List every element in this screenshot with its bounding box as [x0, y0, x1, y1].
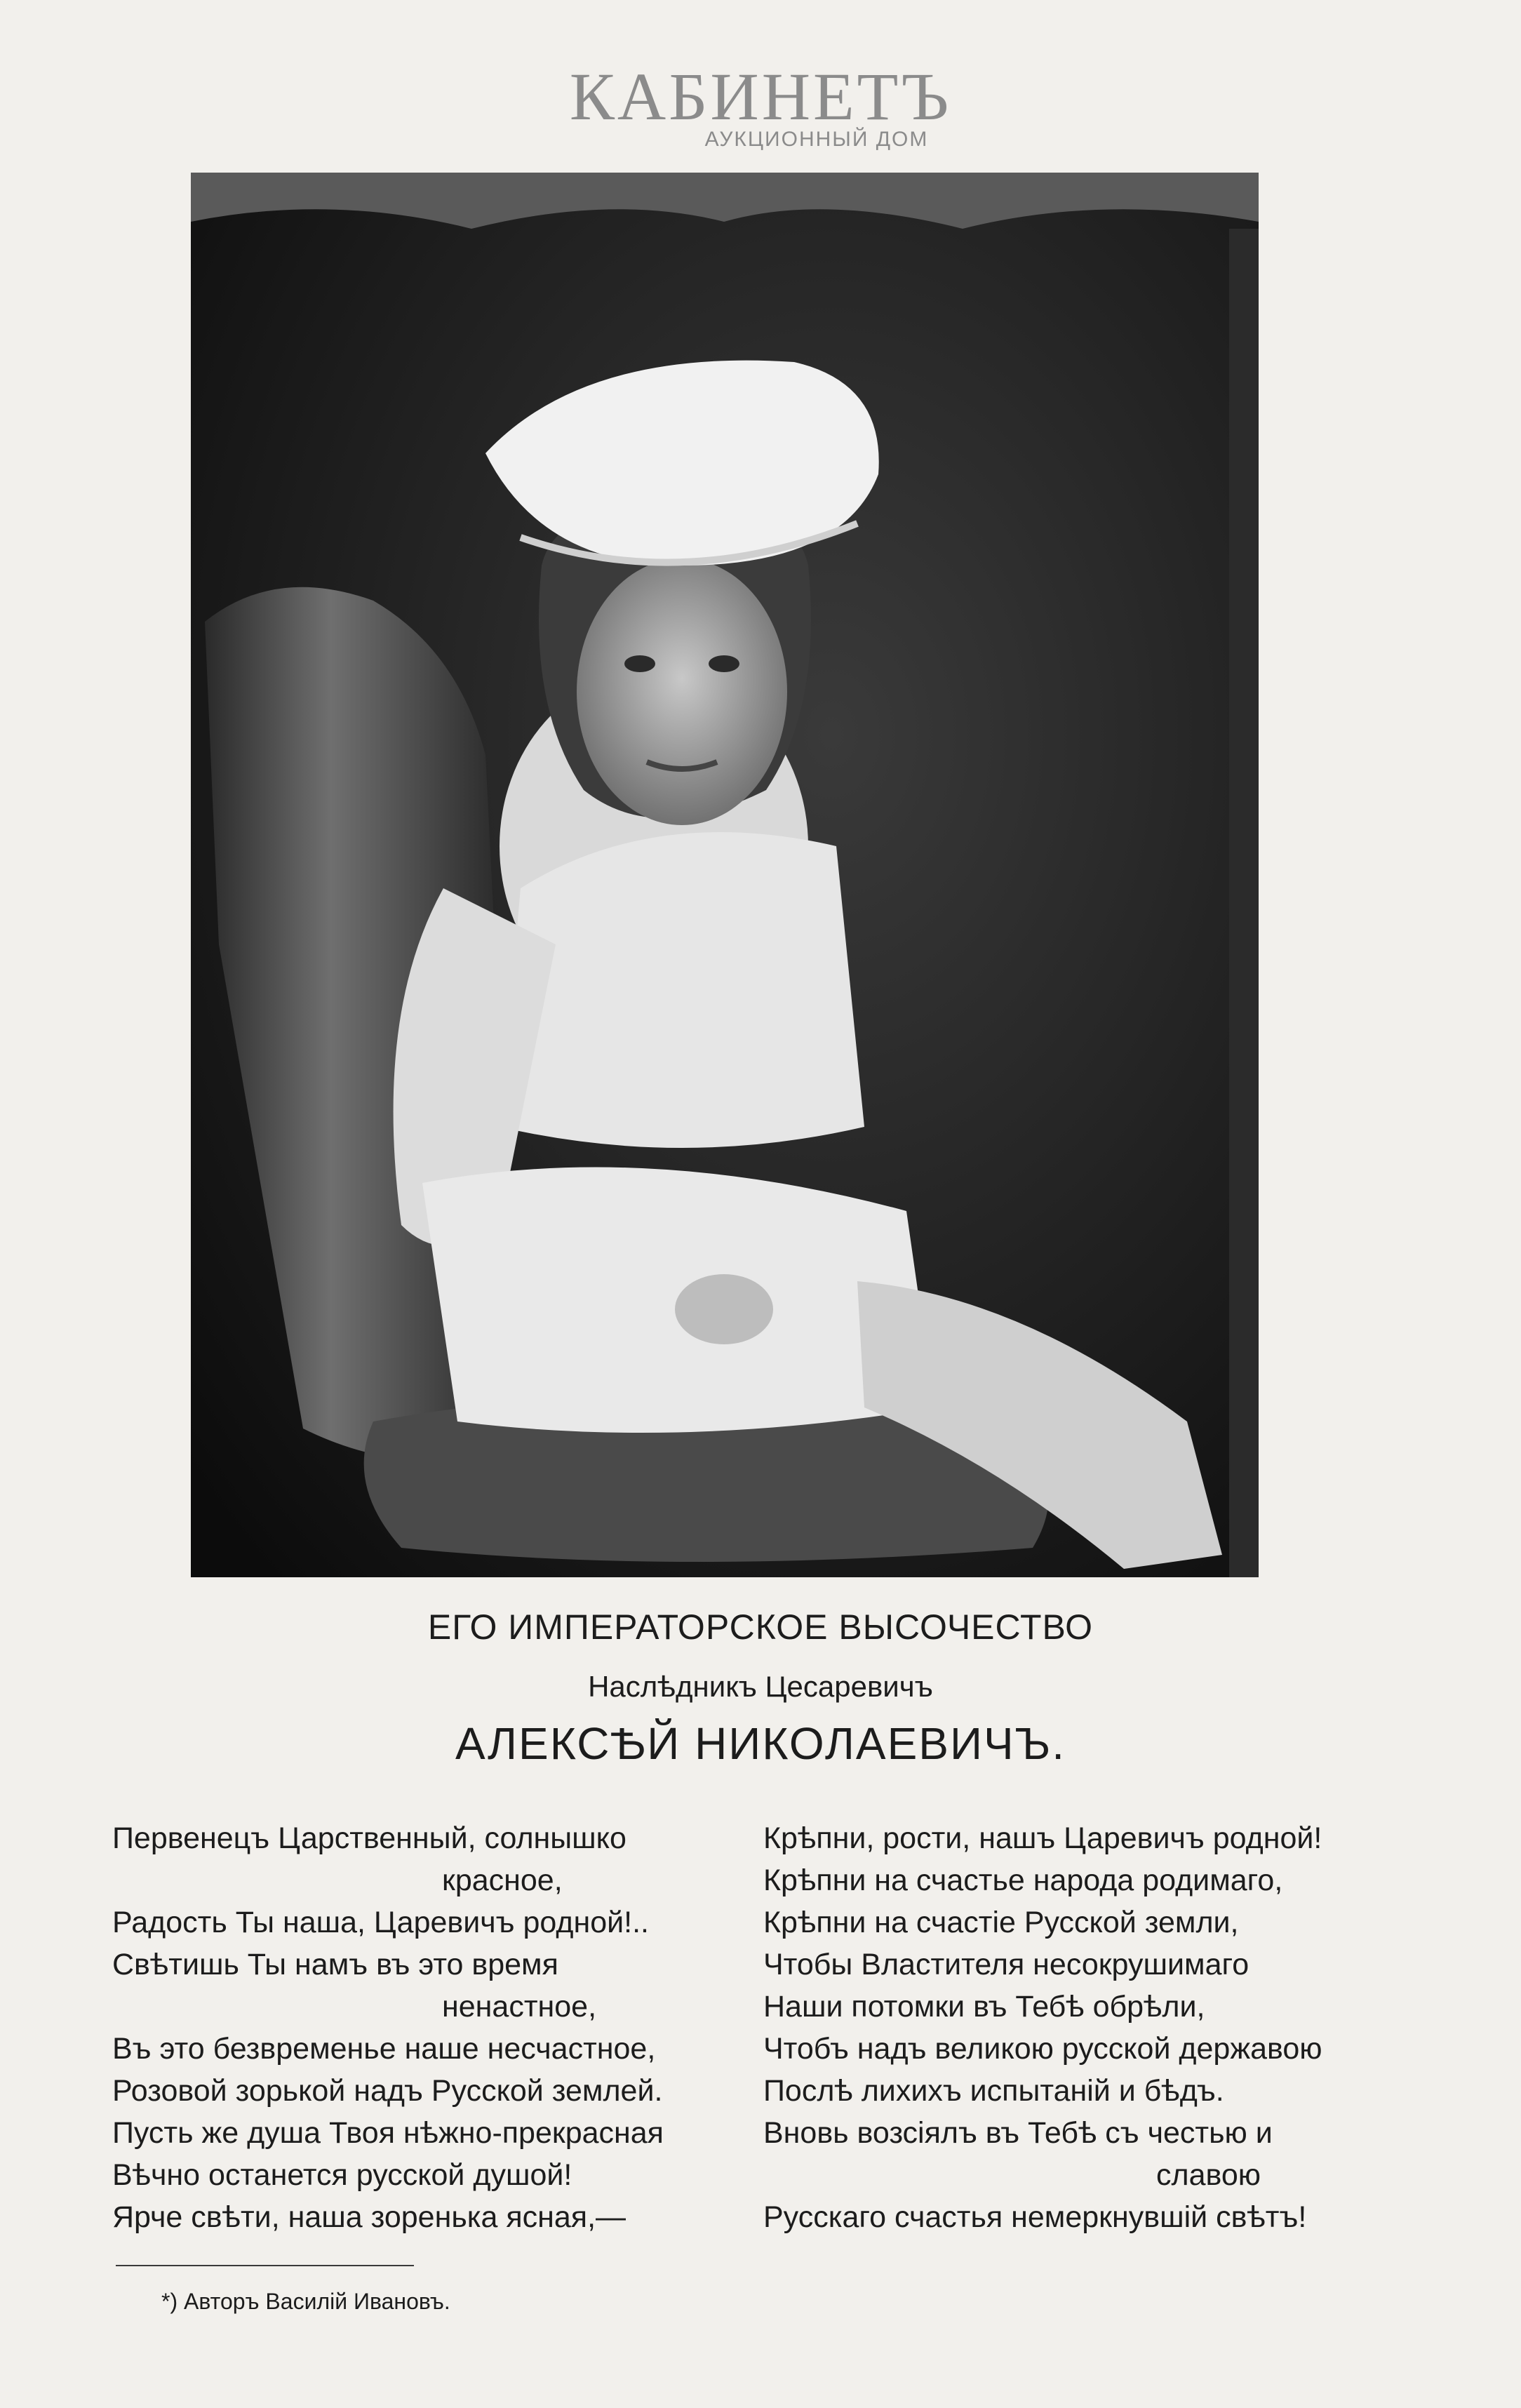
poem-right-column: [763, 1817, 1409, 2238]
watermark: [0, 59, 1521, 152]
caption-title: ЕГО ИМПЕРАТОРСКОЕ ВЫСОЧЕСТВО: [427, 1607, 1094, 1647]
poem-line: Вѣчно останется русской душой!: [112, 2158, 572, 2192]
poem-line: Крѣпни, рости, нашъ Царевичъ родной!: [763, 1821, 1322, 1855]
poem-left-column: [112, 1817, 730, 2238]
watermark-subtitle: АУКЦИОННЫЙ ДОМ: [704, 128, 929, 151]
footnote-rule: [116, 2265, 414, 2266]
poem-line: Чтобы Властителя несокрушимаго: [763, 1948, 1249, 1981]
poem-line: Вновь возсіялъ въ Тебѣ съ честью и: [763, 2116, 1273, 2150]
poem-line: Свѣтишь Ты намъ въ это время: [112, 1948, 558, 1981]
poem-line: Первенецъ Царственный, солнышко: [112, 1821, 627, 1855]
caption-subtitle: Наслѣдникъ Цесаревичъ: [588, 1670, 933, 1703]
poem-line: Наши потомки въ Тебѣ обрѣли,: [763, 1990, 1205, 2024]
poem-line: Русскаго счастья немеркнувшій свѣтъ!: [763, 2200, 1307, 2234]
poem-line: ненастное,: [442, 1990, 597, 2024]
poem-line: Ярче свѣти, наша зоренька ясная,—: [112, 2200, 627, 2234]
poem-line: славою: [1156, 2158, 1261, 2192]
portrait-photo: [191, 173, 1259, 1577]
poem-line: Радость Ты наша, Царевичъ родной!..: [112, 1906, 649, 1939]
caption-name: АЛЕКСѢЙ НИКОЛАЕВИЧЪ.: [455, 1718, 1066, 1769]
watermark-title: КАБИНЕТЪ: [569, 59, 952, 134]
poem-line: Въ это безвременье наше несчастное,: [112, 2032, 656, 2066]
poem-line: Пусть же душа Твоя нѣжно-прекрасная: [112, 2116, 664, 2150]
poem-line: Послѣ лихихъ испытаній и бѣдъ.: [763, 2074, 1224, 2108]
poem-line: Чтобъ надъ великою русской державою: [763, 2032, 1322, 2066]
poem-line: Крѣпни на счастье народа родимаго,: [763, 1864, 1283, 1897]
poem-line: Крѣпни на счастіе Русской земли,: [763, 1906, 1239, 1939]
poem-line: красное,: [442, 1864, 563, 1897]
footnote: *) Авторъ Василій Ивановъ.: [161, 2289, 450, 2314]
poem-line: Розовой зорькой надъ Русской землей.: [112, 2074, 663, 2108]
